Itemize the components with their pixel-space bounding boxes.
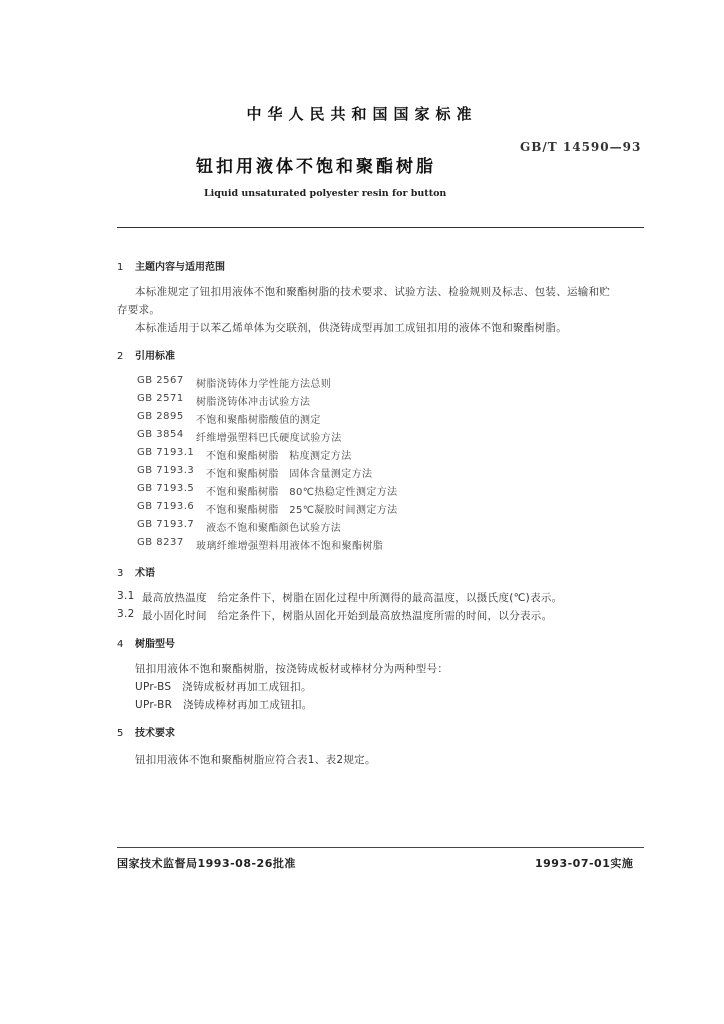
section-title: 主题内容与适用范围 (135, 262, 225, 273)
model-item: UPr-BR 浇铸成棒材再加工成钮扣。 (135, 699, 313, 711)
approval-date: 国家技术监督局1993-08-26批准 (117, 857, 296, 870)
term-text: 最小固化时间 给定条件下，树脂从固化开始到最高放热温度所需的时间，以分表示。 (142, 610, 553, 622)
document-title: 钮扣用液体不饱和聚酯树脂 (196, 157, 436, 177)
reference-title: 不饱和聚酯树脂 25℃凝胶时间测定方法 (206, 505, 398, 516)
reference-code: GB 8237 (137, 537, 184, 548)
section-title: 树脂型号 (135, 639, 175, 650)
effective-date: 1993-07-01实施 (535, 857, 634, 870)
paragraph: 存要求。 (117, 304, 161, 316)
reference-title: 不饱和聚酯树脂 80℃热稳定性测定方法 (206, 487, 398, 498)
reference-code: GB 2571 (137, 393, 184, 404)
section-title: 术语 (135, 568, 155, 579)
paragraph: 钮扣用液体不饱和聚酯树脂，按浇铸成板材或棒材分为两种型号： (135, 663, 449, 675)
section-number: 3 (117, 568, 124, 579)
reference-code: GB 7193.3 (137, 465, 195, 476)
section-heading-5 (117, 724, 175, 739)
reference-code: GB 3854 (137, 429, 184, 440)
reference-code: GB 2567 (137, 375, 184, 386)
section-title: 技术要求 (135, 728, 175, 739)
section-heading-4 (117, 635, 175, 650)
reference-title: 玻璃纤维增强塑料用液体不饱和聚酯树脂 (196, 541, 384, 552)
section-number: 5 (117, 728, 124, 739)
standard-title: 中华人民共和国国家标准 (246, 105, 478, 123)
paragraph: 钮扣用液体不饱和聚酯树脂应符合表1、表2规定。 (135, 754, 376, 766)
reference-code: GB 2895 (137, 411, 184, 422)
section-title: 引用标准 (135, 351, 175, 362)
reference-title: 不饱和聚酯树脂 粘度测定方法 (206, 451, 352, 462)
section-number: 1 (117, 262, 124, 273)
reference-title: 不饱和聚酯树脂 固体含量测定方法 (206, 469, 373, 480)
term-number: 3.1 (117, 590, 135, 602)
reference-code: GB 7193.6 (137, 501, 195, 512)
model-item: UPr-BS 浇铸成板材再加工成钮扣。 (135, 681, 312, 693)
section-number: 2 (117, 351, 124, 362)
reference-title: 纤维增强塑料巴氏硬度试验方法 (196, 433, 342, 444)
reference-code: GB 7193.1 (137, 447, 195, 458)
reference-title: 树脂浇铸体冲击试验方法 (196, 397, 311, 408)
section-number: 4 (117, 639, 124, 650)
document-subtitle: Liquid unsaturated polyester resin for button (204, 188, 447, 199)
section-heading-3 (117, 564, 155, 579)
reference-code: GB 7193.7 (137, 519, 195, 530)
section-heading-2 (117, 347, 175, 362)
term-text: 最高放热温度 给定条件下，树脂在固化过程中所测得的最高温度，以摄氏度(℃)表示。 (142, 592, 563, 604)
reference-code: GB 7193.5 (137, 483, 195, 494)
paragraph: 本标准适用于以苯乙烯单体为交联剂，供浇铸成型再加工成钮扣用的液体不饱和聚酯树脂。 (135, 322, 567, 334)
paragraph: 本标准规定了钮扣用液体不饱和聚酯树脂的技术要求、试验方法、检验规则及标志、包装、运输和贮 (135, 286, 611, 298)
reference-title: 不饱和聚酯树脂酸值的测定 (196, 415, 321, 426)
reference-title: 液态不饱和聚酯颜色试验方法 (206, 523, 342, 534)
term-number: 3.2 (117, 608, 135, 620)
reference-title: 树脂浇铸体力学性能方法总则 (196, 379, 332, 390)
footer-divider (117, 847, 644, 848)
standard-code: GB/T 14590—93 (520, 140, 642, 154)
header-divider (117, 227, 644, 228)
section-heading-1 (117, 258, 225, 273)
